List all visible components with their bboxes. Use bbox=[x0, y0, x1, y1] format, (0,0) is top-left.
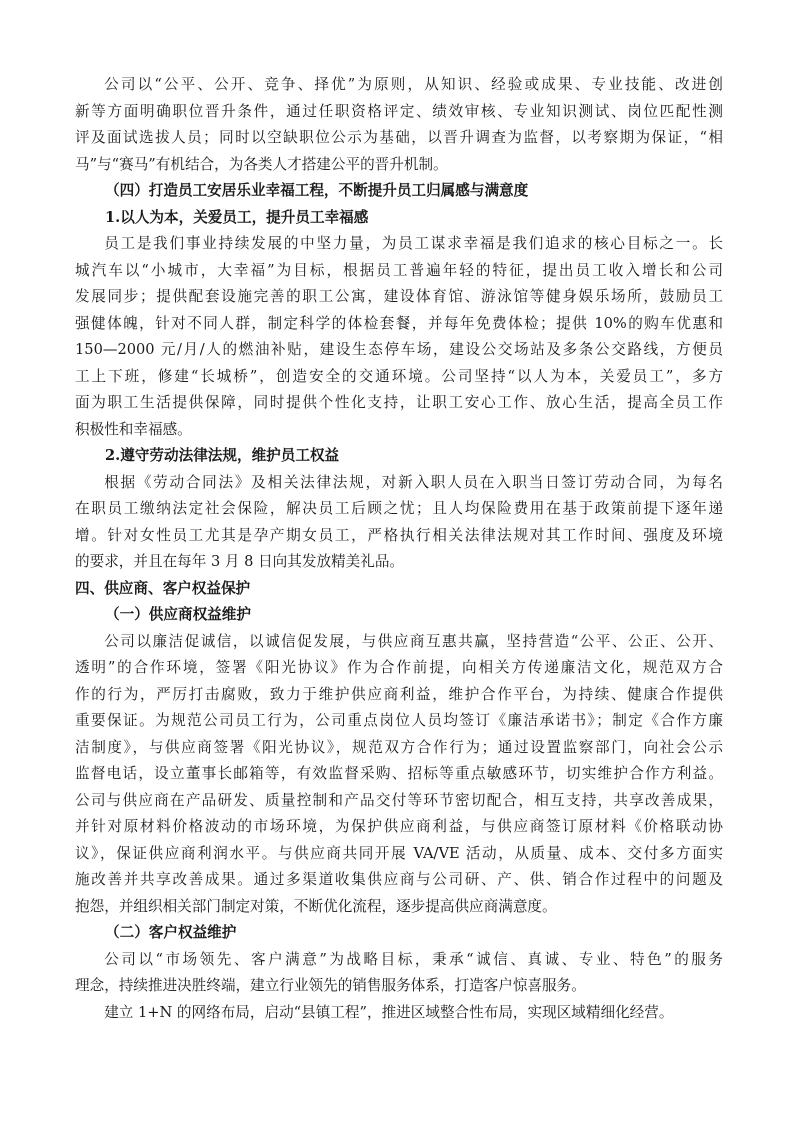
paragraph-line: 公司以“市场领先、客户满意”为战略目标，秉承“诚信、真诚、专业、特色”的服务 bbox=[104, 950, 723, 968]
section-heading: 四、供应商、客户权益保护 bbox=[75, 579, 251, 597]
paragraph-line: 150—2000 元/月/人的燃油补贴，建设生态停车场，建设公交场站及多条公交路线，方便员 bbox=[75, 341, 723, 358]
paragraph bbox=[75, 947, 723, 1000]
paragraph-line: 在职员工缴纳法定社会保险，解决员工后顾之忧；且人均保险费用在基于政策前提下逐年递 bbox=[75, 500, 723, 517]
paragraph bbox=[75, 1000, 723, 1027]
paragraph-line: 新等方面明确职位晋升条件，通过任职资格评定、绩效审核、专业知识测试、岗位匹配性测 bbox=[75, 102, 723, 120]
paragraph bbox=[75, 72, 723, 178]
paragraph-line: 公司以廉洁促诚信，以诚信促发展，与供应商互惠共赢，坚持营造“公平、公正、公开、 bbox=[104, 632, 723, 650]
subsection-heading: （二）客户权益维护 bbox=[105, 924, 237, 941]
paragraph-line: 强健体魄，针对不同人群，制定科学的体检套餐，并每年免费体检；提供 10%的购车优惠和 bbox=[75, 314, 723, 332]
paragraph-line: 抱怨，并组织相关部门制定对策，不断优化流程，逐步提高供应商满意度。 bbox=[75, 897, 557, 915]
paragraph bbox=[75, 629, 723, 921]
paragraph bbox=[75, 231, 723, 443]
paragraph-line: 议》，保证供应商利润水平。与供应商共同开展 VA/VE 活动，从质量、成本、交付多方面实 bbox=[75, 844, 723, 862]
subsection-heading: 2.遵守劳动法律法规，维护员工权益 bbox=[105, 447, 340, 464]
paragraph-line: 公司与供应商在产品研发、质量控制和产品交付等环节密切配合，相互支持，共享改善成果， bbox=[75, 791, 723, 809]
paragraph-line: 城汽车以“小城市，大幸福”为目标，根据员工普遍年轻的特征，提出员工收入增长和公司 bbox=[75, 261, 723, 279]
paragraph-line: 马”与“赛马”有机结合，为各类人才搭建公平的晋升机制。 bbox=[75, 155, 448, 173]
paragraph-line: 并针对原材料价格波动的市场环境，为保护供应商利益，与供应商签订原材料《价格联动协 bbox=[75, 818, 723, 835]
paragraph-line: 施改善并共享改善成果。通过多渠道收集供应商与公司研、产、供、销合作过程中的问题及 bbox=[75, 871, 723, 888]
paragraph-line: 监督电话，设立董事长邮箱等，有效监督采购、招标等重点敏感环节，切实维护合作方利益。 bbox=[75, 765, 723, 782]
paragraph-line: 建立 1+N 的网络布局，启动“县镇工程”，推进区域整合性布局，实现区域精细化经营。 bbox=[104, 1003, 674, 1021]
paragraph-line: 重要保证。为规范公司员工行为，公司重点岗位人员均签订《廉洁承诺书》；制定《合作方廉 bbox=[75, 712, 723, 729]
subsection-heading: 1.以人为本，关爱员工，提升员工幸福感 bbox=[105, 208, 369, 226]
subsection-heading: （一）供应商权益维护 bbox=[105, 606, 251, 623]
paragraph-line: 增。针对女性员工尤其是孕产期女员工，严格执行相关法律法规对其工作时间、强度及环境 bbox=[75, 526, 723, 544]
paragraph-line: 洁制度》，与供应商签署《阳光协议》，规范双方合作行为；通过设置监察部门，向社会公示 bbox=[75, 738, 723, 756]
paragraph-line: 评及面试选拔人员；同时以空缺职位公示为基础，以晋升调查为监督，以考察期为保证，“相 bbox=[75, 129, 723, 146]
paragraph-line: 理念，持续推进决胜终端，建立行业领先的销售服务体系，打造客户惊喜服务。 bbox=[75, 977, 586, 994]
paragraph-line: 工上下班，修建“长城桥”，创造安全的交通环境。公司坚持“以人为本，关爱员工”，多方 bbox=[75, 367, 723, 385]
paragraph-line: 面为职工生活提供保障，同时提供个性化支持，让职工安心工作、放心生活，提高全员工作 bbox=[75, 394, 723, 411]
subsection-heading: （四）打造员工安居乐业幸福工程，不断提升员工归属感与满意度 bbox=[105, 182, 529, 199]
paragraph-line: 作的行为，严厉打击腐败，致力于维护供应商利益，维护合作平台，为持续、健康合作提供 bbox=[75, 685, 723, 703]
paragraph-line: 的要求，并且在每年 3 月 8 日向其发放精美礼品。 bbox=[75, 553, 405, 570]
paragraph bbox=[75, 470, 723, 576]
paragraph-line: 根据《劳动合同法》及相关法律法规，对新入职人员在入职当日签订劳动合同，为每名 bbox=[104, 473, 723, 491]
paragraph-line: 公司以“公平、公开、竞争、择优”为原则，从知识、经验或成果、专业技能、改进创 bbox=[104, 76, 723, 93]
paragraph-line: 员工是我们事业持续发展的中坚力量，为员工谋求幸福是我们追求的核心目标之一。长 bbox=[104, 235, 723, 252]
paragraph-line: 透明”的合作环境，签署《阳光协议》作为合作前提，向相关方传递廉洁文化，规范双方合 bbox=[75, 659, 723, 676]
paragraph-line: 积极性和幸福感。 bbox=[75, 420, 192, 438]
document-page bbox=[75, 72, 723, 1026]
paragraph-line: 发展同步；提供配套设施完善的职工公寓，建设体育馆、游泳馆等健身娱乐场所，鼓励员工 bbox=[75, 288, 723, 305]
